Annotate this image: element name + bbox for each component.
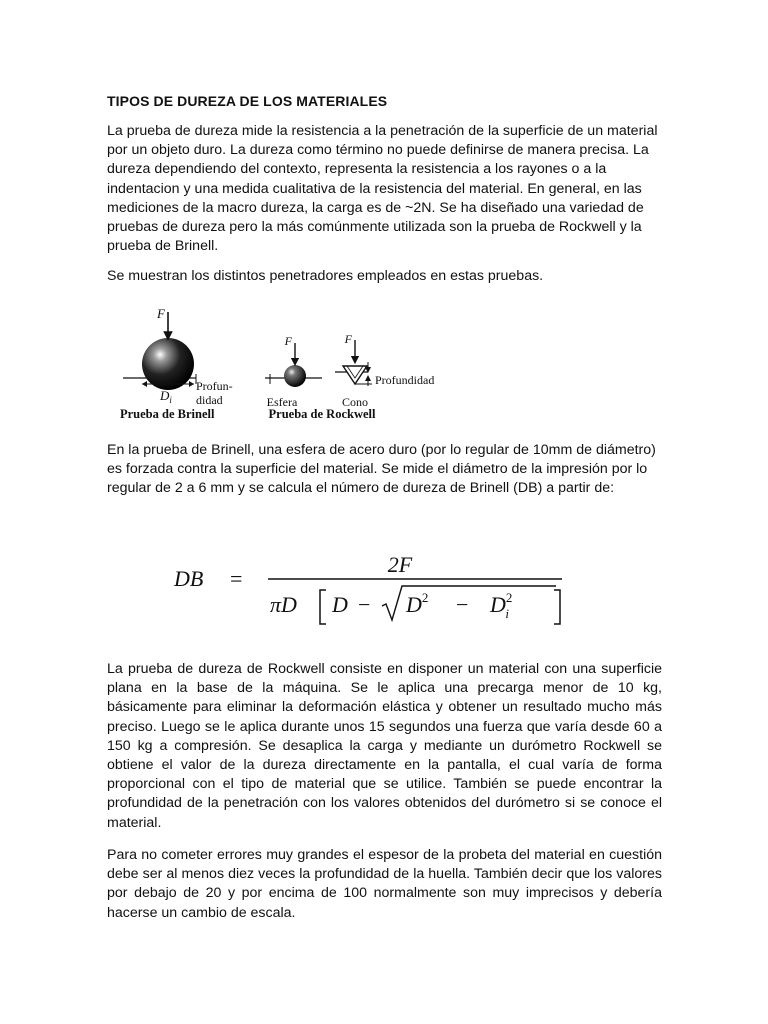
formula-minus: − (358, 592, 371, 617)
paragraph-rockwell: La prueba de dureza de Rockwell consiste en disponer un material con una superficie plana en la base de la máquina. Se le aplica una precarga menor de 10 kg, básicamente para eliminar la deformación elástica y obtener un resultado mucho más preciso. Luego se le aplica durante unos 15 segundos una fuerza que varía desde 60 a 150 kg a compresión. Se desaplica la carga y mediante un durómetro Rockwell se obtiene el valor de la dureza directamente en la pantalla, el cual varía de forma proporcional con el tipo de material que se utilice. También se puede encontrar la profundidad de la penetración con los valores obtenidos del durómetro si se conoce el material. (107, 661, 662, 831)
rockwell-sphere-diagram (265, 334, 322, 409)
brinell-formula (160, 546, 580, 632)
paragraph-brinell: En la prueba de Brinell, una esfera de acero duro (por lo regular de 10mm de diámetro) es forzada contra la superficie del material. Se mide el diámetro de la impresión por lo regular de 2 a 6 mm y se calcula el número de dureza de Brinell (DB) a partir de: (107, 442, 656, 497)
brinell-diagram (120, 306, 233, 421)
formula-equals: = (230, 566, 243, 591)
formula-pi-d: πD (270, 592, 297, 617)
rockwell-depth-label: Profundidad (375, 373, 435, 387)
brinell-caption: Prueba de Brinell (120, 407, 215, 421)
rockwell-cone-diagram (335, 332, 434, 409)
brinell-force-label: F (157, 306, 165, 321)
formula-d-squared: $D^2$ (406, 590, 429, 617)
formula-left-bracket (320, 590, 326, 624)
paragraph-specimen-thickness: Para no cometer errores muy grandes el espesor de la probeta del material en cuestión debe ser al menos diez veces la profundidad de la huella. También decir que los valores por debajo de 20 y por encima de 100 normalmente son muy imprecisos y debería hacerse un cambio de escala. (107, 847, 662, 921)
formula-d: D (332, 592, 348, 617)
formula-di-squared: $D^2$ i (490, 590, 513, 621)
indenters-figure (110, 300, 450, 426)
paragraph-hardness-intro: La prueba de dureza mide la resistencia a la penetración de la superficie de un material por un objeto duro. La dureza como término no puede definirse de manera precisa. La dureza dependiendo del contexto, representa la resistencia a los rayones o a la indentacion y una medida cualitativa de la resistencia del material. En general, en las mediciones de la macro dureza, la carga es de ~2N. Se ha diseñado una variedad de pruebas de dureza pero la más comúnmente utilizada son la prueba de Rockwell y la prueba de Brinell. (107, 123, 658, 255)
brinell-diameter-label: $D_i$ (160, 388, 172, 405)
rockwell-sphere-icon (284, 365, 306, 387)
brinell-depth-label-1: Profun- (196, 379, 233, 393)
rockwell-caption: Prueba de Rockwell (268, 407, 376, 421)
formula-right-bracket (554, 590, 560, 624)
brinell-ball-icon (142, 338, 194, 390)
formula-minus-2: − (456, 592, 469, 617)
rockwell-cone-force-label: F (344, 332, 352, 346)
rockwell-cone-icon (343, 366, 367, 384)
rockwell-sphere-force-label: F (284, 334, 292, 348)
sphere-label: Esfera (266, 395, 298, 409)
document-title: TIPOS DE DUREZA DE LOS MATERIALES (107, 93, 388, 109)
brinell-depth-label-2: didad (196, 393, 223, 407)
formula-numerator: 2F (387, 552, 413, 577)
cone-label: Cono (341, 395, 369, 409)
formula-lhs: DB (174, 566, 204, 591)
paragraph-penetrators-intro: Se muestran los distintos penetradores empleados en estas pruebas. (107, 268, 544, 284)
